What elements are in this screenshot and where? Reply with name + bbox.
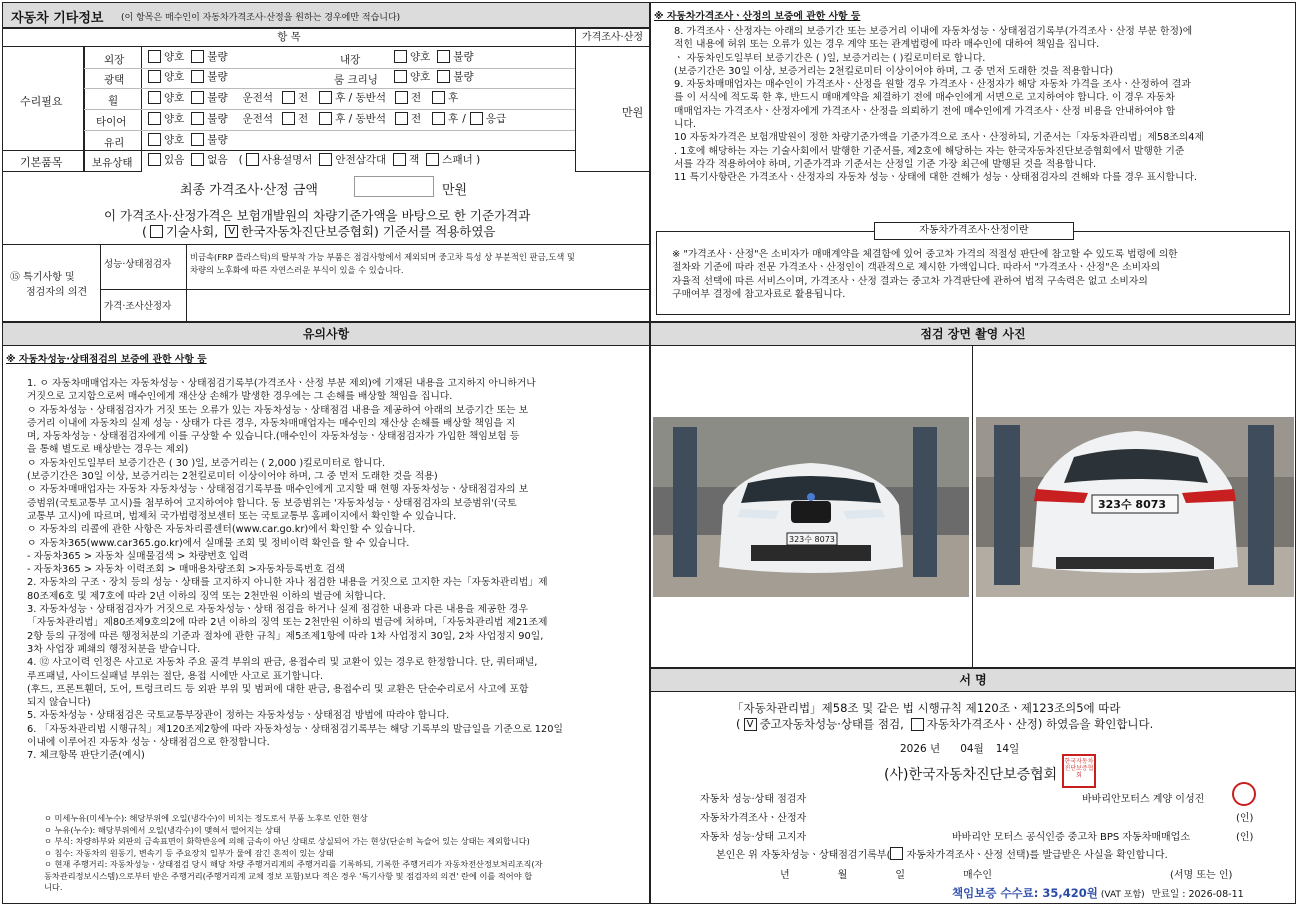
bad-label: 불량 [207,71,228,83]
price-unit: 만원 [622,106,644,119]
tire-bad-checkbox[interactable] [191,112,204,125]
receipt-text-a: 본인은 위 자동차성능ㆍ상태점검기록부( [716,850,891,861]
wheel-driver-rear-checkbox[interactable] [319,91,332,104]
other-info-note: (이 항목은 매수인이 자동차가격조사·산정을 원하는 경우에만 적습니다) [121,13,401,23]
criteria-line: ㅇ 누유(누수): 해당부위에서 오일(냉각수)이 맺혀서 떨어지는 상태 [44,824,281,835]
pricer-seal: (인) [1236,813,1254,824]
front-plate: 323수 8073 [789,535,835,544]
performance-check-label: 중고자동차성능·상태를 점검, [759,717,904,731]
price-check-label: 자동차가격조사ㆍ산정) 하였음을 확인합니다. [926,717,1154,731]
criteria-line: 니다. [44,882,63,892]
tire-passenger-front-checkbox[interactable] [395,112,408,125]
note-line: 교통부 고시)에 따르며, 법제처 국가법령정보센터 또는 국토교통부 홈페이지에서 확인할 수 있습니다. [27,510,457,522]
bad-label: 불량 [453,51,474,63]
manual-label: 사용설명서 [261,154,313,166]
special-label-1: ⑮ 특기사항 및 [10,272,75,283]
criteria-line: ㅇ 현재 주행거리: 자동차성능ㆍ상태점검 당시 해당 차량 주행거리계의 주행거리를 기록하되, 기록한 주행거리가 자동차전산정보처리조직(자 [44,859,543,869]
association-seal: 한국자동차진단보증협회 [1062,754,1096,788]
note-line: (보증기간은 30일 이상, 보증거리는 2천킬로미터 이상이어야 하며, 그 중 먼저 도래한 것을 적용) [27,471,438,483]
buyer-label: 매수인 [963,870,992,881]
emergency-label: 응급 [485,113,507,125]
note-line: 5. 자동차성능ㆍ상태점검은 국토교통부장관이 정하는 자동차성능ㆍ상태점검 방법에 따라야 합니다. [27,710,450,722]
glass-label: 유리 [104,137,125,149]
gloss-good-checkbox[interactable] [148,70,161,83]
notifier-label: 자동차 성능·상태 고지자 [700,832,807,843]
jack-checkbox[interactable] [393,153,406,166]
special-label-2: 점검자의 의견 [26,287,88,298]
pg-line: . 1호에 해당하는 자는 기술사회에서 발행한 기준서를, 제2호에 해당하는 자는 한국자동차진단보증협회에서 발행한 기준 [674,145,1185,157]
rear-label: 후 [448,92,459,104]
pg-line: 적힌 내용에 허위 또는 오류가 있는 경우 계약 또는 관계법령에 따라 매수인에 대하여 책임을 집니다. [674,39,1100,51]
notifier-seal: (인) [1236,832,1254,843]
basic-items-label: 기본품목 [20,156,63,169]
pg-line: ㆍ 자동차인도일부터 보증기간은 ( )일, 보증거리는 ( )킬로미터로 합니다. [674,52,986,64]
price-guarantee-heading: ※ 자동차가격조사ㆍ산정의 보증에 관한 사항 등 [654,11,861,22]
pricer-label: 자동차가격조사ㆍ산정자 [700,813,807,824]
good-label: 양호 [164,134,185,146]
wheel-bad-checkbox[interactable] [191,91,204,104]
final-price-input[interactable] [354,176,434,197]
inspector-label: 자동차 성능·상태 점검자 [700,794,807,805]
rear-label: 후 [448,113,459,125]
inspector-name: 바바리안모터스 계양 이성진 [1082,794,1205,805]
good-label: 양호 [164,51,185,63]
note-line: 80조제6호 및 제7호에 따라 2년 이하의 징역 또는 2천만원 이하의 벌금에 처합니다. [27,590,386,602]
pg-line: 10 자동차가격은 보험개발원이 정한 차량기준가액을 기준가격으로 조사ㆍ산정하되, 기준서는「자동차관리법」제58조의4제 [674,132,1204,144]
note-line: 며, 자동차성능ㆍ상태점검자에게 이를 구상할 수 있습니다.(매수인이 자동차성능ㆍ상태점검자가 가입한 책임보험 등 [27,431,520,443]
inspector-opinion-line1: 비금속(FRP 플라스틱)의 탈부착 가능 부품은 점검사항에서 제외되며 중고차 특성 상 부분적인 판금,도색 및 [190,252,575,262]
receipt-text-b: 자동차가격조사ㆍ산정 선택)를 발급받은 사실을 확인합니다. [906,850,1168,861]
note-line: ㅇ 자동차성능ㆍ상태점검자가 거짓 또는 오류가 있는 자동차성능ㆍ상태점검 내용을 제공하여 아래의 보증기간 또는 보 [27,404,529,416]
rear-passenger-label: 후 / 동반석 [335,92,386,104]
wheel-passenger-rear-checkbox[interactable] [432,91,445,104]
tech-society-checkbox[interactable] [150,225,163,238]
note-line: - 자동차365 > 자동차 실매물검색 > 차량번호 입력 [27,550,249,562]
bad-label: 불량 [207,51,228,63]
col-header-price: 가격조사·산정 [575,28,650,47]
wheel-good-checkbox[interactable] [148,91,161,104]
interior-label: 내장 [340,54,361,66]
bad-label: 불량 [453,71,474,83]
gloss-bad-checkbox[interactable] [191,70,204,83]
none-label: 없음 [207,154,228,166]
note-line: ㅇ 자동차365(www.car365.go.kr)에서 실매물 조회 및 정비이력 확인을 할 수 있습니다. [27,537,410,549]
interior-good-checkbox[interactable] [394,50,407,63]
wheel-passenger-front-checkbox[interactable] [395,91,408,104]
good-label: 양호 [164,92,185,104]
pricing-definition-text [672,248,1178,301]
notes-text [27,377,563,763]
photos-title: 점검 장면 촬영 사진 [650,322,1296,346]
sign-month: 04월 [960,743,984,755]
note-line: 「자동차관리법」제80조제9호의2에 따라 2년 이하의 징역 또는 2천만원 이하의 벌금에 처하며,「자동차관리법 제21조제 [27,617,548,629]
pd-line: 구매여부 결정에 참고자료로 활용됩니다. [672,288,846,300]
room-cleaning-label: 룸 크리닝 [334,74,378,86]
possession-label: 보유상태 [92,157,133,169]
good-label: 양호 [410,51,431,63]
pg-line: 서를 각각 적용하여야 하며, 기준가격과 기준서는 산정일 기준 가장 최근에 발행된 것을 적용합니다. [674,158,1097,170]
pd-line: 절차와 기준에 따라 전문 가격조사ㆍ산정인이 객관적으로 제시한 가액입니다. 따라서 "가격조사ㆍ산정"은 소비자의 [672,262,1161,274]
tire-driver-front-checkbox[interactable] [282,112,295,125]
inspector-opinion-label: 성능·상태점검자 [104,259,172,270]
kaia-checkbox[interactable]: V [225,225,238,238]
good-label: 양호 [164,113,185,125]
exterior-good-checkbox[interactable] [148,50,161,63]
tire-passenger-rear-checkbox[interactable] [432,112,445,125]
note-line: (후드, 프론트휀더, 도어, 트렁크리드 등 외판 부위 및 범퍼에 대한 판금, 용접수리 및 교환은 단순수리로서 사고에 포함 [27,683,529,695]
fee-vat: (VAT 포함) [1100,889,1145,900]
rear-car-photo [976,417,1294,597]
spanner-label: 스패너 ) [442,154,481,166]
signature-title: 서 명 [650,668,1296,692]
interior-bad-checkbox[interactable] [437,50,450,63]
wheel-label: 휠 [108,95,119,107]
exterior-bad-checkbox[interactable] [191,50,204,63]
final-price-unit: 만원 [442,183,468,198]
notes-heading: ※ 자동차성능·상태점검의 보증에 관한 사항 등 [6,354,207,365]
pg-line: 매매업자는 가격조사ㆍ산정자에게 가격조사ㆍ산정을 의뢰하기 전에 매수인에게 가격조사ㆍ산정 비용을 안내하여야 합 [674,105,1176,117]
final-price-label: 최종 가격조사·산정 금액 [180,183,318,198]
col-header-item: 항 목 [2,28,576,47]
note-line: 2. 자동차의 구조ㆍ장치 등의 성능ㆍ상태를 고지하지 아니한 자나 점검한 내용을 거짓으로 고지한 자는「자동차관리법」제 [27,577,548,589]
note-line: 3. 자동차성능ㆍ상태점검자가 거짓으로 자동차성능ㆍ상태 점검을 하거나 실제 점검한 내용과 다른 내용을 제공한 경우 [27,604,528,616]
driver-label: 운전석 [242,113,274,125]
note-line: 3차 사업장 폐쇄의 행정처분을 받습니다. [27,643,201,655]
note-line: 6. 「자동차관리법 시행규칙」제120조제2항에 따라 자동차성능ㆍ상태점검기록부는 해당 기록부의 발급일을 기준으로 120일 [27,723,563,735]
inspector-seal-icon [1232,782,1256,806]
sign-open: ( [736,717,741,731]
tire-emergency-checkbox[interactable] [470,112,483,125]
front-label: 전 [298,92,309,104]
note-line: - 자동차365 > 자동차 이력조회 > 매매용차량조회 >자동차등록번호 검색 [27,564,345,576]
note-line: 1. ㅇ 자동차매매업자는 자동차성능ㆍ상태점검기록부(가격조사ㆍ산정 부분 제외)에 기재된 내용을 고지하지 아니하거나 [27,378,536,389]
criteria-line: ㅇ 침수: 자동차의 원동기, 변속기 등 주요장치 일부가 물에 잠긴 흔적이 있는 상태 [44,847,334,858]
room-good-checkbox[interactable] [394,70,407,83]
exterior-label: 외장 [104,54,125,66]
criteria-line: ㅇ 미세누유(미세누수): 해당부위에 오일(냉각수)이 비치는 정도로서 부품 노후로 인한 현상 [44,813,368,823]
bad-label: 불량 [207,134,228,146]
tire-label: 타이어 [96,116,127,128]
basis-line1: 이 가격조사·산정가격은 보험개발원의 차량기준가액을 바탕으로 한 기준가격과 [104,208,531,223]
possession-have-checkbox[interactable] [148,153,161,166]
note-line: ㅇ 자동차인도일부터 보증기간은 ( 30 )일, 보증거리는 ( 2,000 )킬로미터로 합니다. [27,457,386,469]
pg-line: 니다. [674,119,697,131]
notifier-name: 바바리안 모터스 공식인증 중고차 BPS 자동차매매업소 [952,832,1190,843]
bad-label: 불량 [207,92,228,104]
association-name: (사)한국자동차진단보증협회 [884,767,1058,783]
blank-year: 년 [780,870,790,881]
notes-title: 유의사항 [2,322,650,346]
wheel-driver-front-checkbox[interactable] [282,91,295,104]
note-line: 증거리 이내에 자동차의 실제 성능ㆍ상태가 다른 경우, 자동차매매업자는 매수인의 재산상 손해를 배상할 책임을 지 [27,417,516,429]
pg-line: 9. 자동차매매업자는 매수인이 가격조사ㆍ산정을 원할 경우 가격조사ㆍ산정자가 해당 자동차 가격을 조사ㆍ산정하여 결과 [674,79,1191,91]
triangle-label: 안전삼각대 [335,154,387,166]
basis-open: ( [142,223,147,239]
good-label: 양호 [164,71,185,83]
jack-label: 잭 [409,154,420,166]
room-bad-checkbox[interactable] [437,70,450,83]
note-line: 이내에 이루어진 자동차 성능ㆍ상태점검으로 한정합니다. [27,737,270,749]
other-info-titlebar [2,2,650,28]
sign-day: 14일 [995,743,1020,755]
note-line: ㅇ 자동차매매업자는 자동차 자동차성능ㆍ상태점검기록부를 매수인에게 고지할 때 현행 자동차성능ㆍ상태점검자의 보 [27,484,529,496]
front-car-photo [653,417,969,597]
performance-check-checkbox[interactable]: V [744,718,757,731]
tire-driver-rear-checkbox[interactable] [319,112,332,125]
rear-passenger-label: 후 / 동반석 [335,113,386,125]
guarantee-fee: 책임보증 수수료: 35,420원 [952,886,1098,900]
note-line: 7. 체크항목 판단기준(예시) [27,750,145,762]
pg-line: 를 이 서식에 적도록 한 후, 반드시 매매계약을 체결하기 전에 매수인에게 서면으로 고지하여야 합니다. 이 경우 자동차 [674,92,1175,104]
price-check-checkbox[interactable] [911,718,924,731]
note-line: 되지 않습니다) [27,697,91,709]
note-line: 4. ⑫ 사고이력 인정은 사고로 자동차 주요 골격 부위의 판금, 용접수리 및 교환이 있는 경우로 한정합니다. 단, 쿼터패널, [27,657,538,669]
triangle-checkbox[interactable] [319,153,332,166]
possession-none-checkbox[interactable] [191,153,204,166]
note-line: ㅇ 자동차의 리콜에 관한 사항은 자동차리콜센터(www.car.go.kr)에서 확인할 수 있습니다. [27,524,416,536]
buyer-sign: (서명 또는 인) [1170,870,1233,881]
pd-line: ※ "가격조사ㆍ산정"은 소비자가 매매계약을 체결함에 있어 중고차 가격의 적절성 판단에 참고할 수 있도록 법령에 의한 [672,249,1178,260]
note-line: 증범위(국토교통부 고시)를 첨부하여 고지하여야 합니다. 동 보증범위는 '자동차성능ㆍ상태점검자의 보증범위'(국토 [27,497,517,509]
front-label: 전 [410,92,422,104]
driver-label: 운전석 [242,92,274,104]
note-line: 2항 등의 규정에 따른 행정처분의 기준과 절차에 관한 규칙」제5조제1항에 따라 1차 사업정지 30일, 2차 사업정지 90일, [27,630,544,642]
notes-criteria [44,813,543,894]
front-label: 전 [298,113,309,125]
sign-year: 2026 년 [900,743,941,755]
note-line: 을 통해 별도로 배상받는 경우는 제외) [27,444,189,456]
note-line: 거짓으로 고지함으로써 매수인에게 재산상 손해가 발생한 경우에는 그 손해를 배상할 책임을 집니다. [27,391,453,403]
other-info-title: 자동차 기타정보 [11,11,104,26]
expiry-date: 만료일 : 2026-08-11 [1151,889,1244,900]
front-car-illustration [653,417,969,597]
pricer-opinion-label: 가격·조사산정자 [104,301,172,312]
spanner-checkbox[interactable] [426,153,439,166]
pricing-definition-title: 자동차가격조사·산정이란 [874,222,1074,240]
glass-bad-checkbox[interactable] [191,133,204,146]
manual-checkbox[interactable] [246,153,259,166]
bad-label: 불량 [207,113,228,125]
pd-line: 자율적 선택에 따른 서비스이며, 가격조사ㆍ산정 결과는 중고차 가격판단에 관하여 법적 구속력은 없고 소비자의 [672,275,1148,287]
have-label: 있음 [164,154,185,166]
glass-good-checkbox[interactable] [148,133,161,146]
repair-label: 수리필요 [20,95,63,108]
tire-good-checkbox[interactable] [148,112,161,125]
front-label: 전 [410,113,422,125]
blank-day: 일 [895,870,906,881]
price-guarantee-text [674,25,1204,185]
note-line: 루프패널, 사이드실패널 부위는 절단, 용접 시에만 사고로 표기합니다. [27,670,324,682]
good-label: 양호 [410,71,431,83]
pg-line: (보증기간은 30일 이상, 보증거리는 2천킬로미터 이상이어야 하며, 그 중 먼저 도래한 것을 적용합니다) [674,65,1114,77]
criteria-line: ㅇ 부식: 차량하부와 외판의 금속표면이 화학반응에 의해 금속이 아닌 상태로 상실되어 가는 현상(단순히 녹슬어 있는 상태는 제외합니다) [44,836,530,846]
pg-line: 8. 가격조사ㆍ산정자는 아래의 보증기간 또는 보증거리 이내에 자동차성능ㆍ상태점검기록부(가격조사ㆍ산정 부분 한정)에 [674,26,1193,37]
blank-month: 월 [837,870,848,881]
inspector-opinion-line2: 차량의 노후화에 따른 자연스러운 부식이 있을 수 있습니다. [190,265,404,275]
criteria-line: 동차관리정보시스템)으로부터 받은 주행거리(주행거리계 교체 정보 포함)보다 적은 경우 '특기사항 및 점검자의 의견' 란에 이를 적어야 합 [44,870,533,881]
rear-plate: 323수 8073 [1098,498,1167,511]
kaia-label: 한국자동차진단보증협회) 기준서를 적용하였음 [241,224,496,239]
sign-legal-line: 「자동차관리법」제58조 및 같은 법 시행규칙 제120조ㆍ제123조의5에 따라 [732,701,1121,715]
gloss-label: 광택 [104,74,125,86]
pg-line: 11 특기사항란은 가격조사ㆍ산정자의 자동차 성능ㆍ상태에 대한 견해가 성능ㆍ상태점검자의 견해와 다를 경우 표시합니다. [674,172,1198,184]
receipt-price-checkbox[interactable] [890,847,903,860]
tech-society-label: 기술사회, [165,224,219,239]
